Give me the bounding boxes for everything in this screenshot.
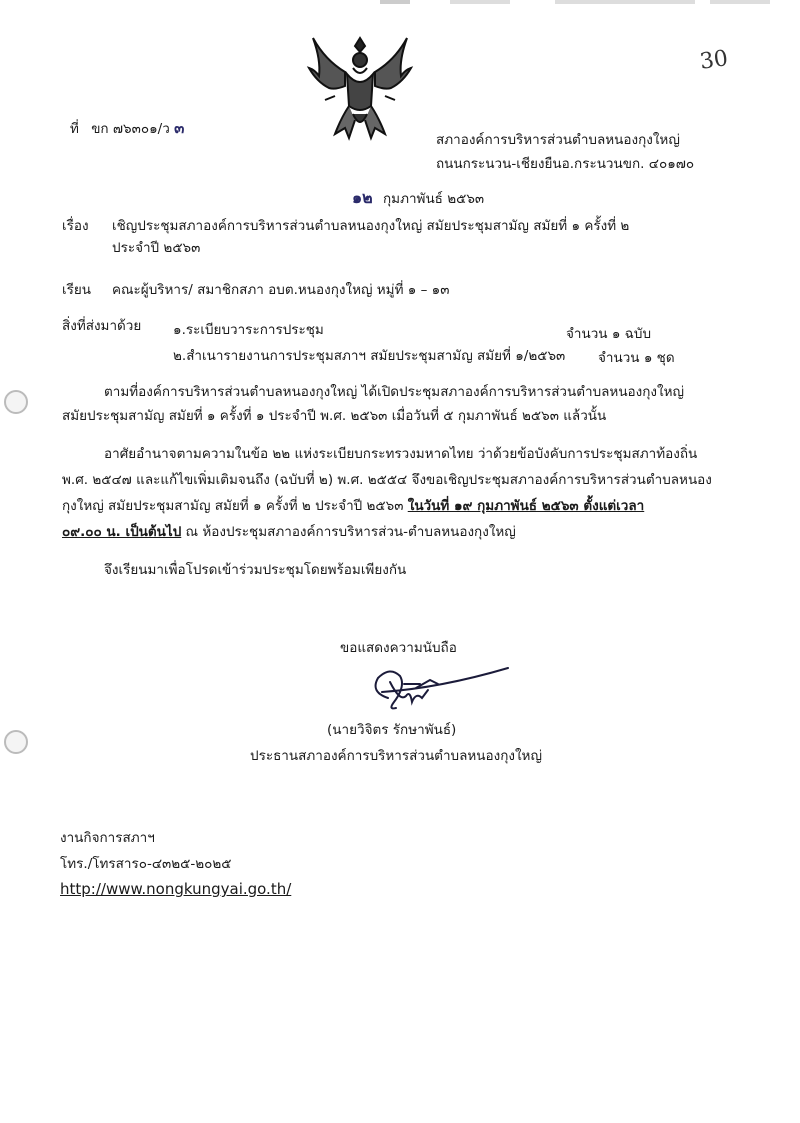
subject-label: เรื่อง bbox=[62, 218, 89, 234]
punch-hole bbox=[4, 390, 28, 414]
footer-website-link[interactable]: http://www.nongkungyai.go.th/ bbox=[60, 880, 292, 898]
enclosure-label: สิ่งที่ส่งมาด้วย bbox=[62, 318, 142, 334]
org-address: ถนนกระนวน-เชียงยืนอ.กระนวนขก. ๔๐๑๗๐ bbox=[436, 156, 695, 172]
to-recipients: คณะผู้บริหาร/ สมาชิกสภา อบต.หนองกุงใหญ่ หมู่ที่ ๑ – ๑๓ bbox=[112, 282, 450, 298]
enclosure-item-2: ๒.สำเนารายงานการประชุมสภาฯ สมัยประชุมสามัญ สมัยที่ ๑/๒๕๖๓ bbox=[173, 348, 566, 364]
paragraph-2-line-2: พ.ศ. ๒๕๔๗ และแก้ไขเพิ่มเติมจนถึง (ฉบับที่ ๒) พ.ศ. ๒๕๕๔ จึงขอเชิญประชุมสภาองค์การบริหารส่วนตำบลหนอง bbox=[62, 472, 712, 488]
meeting-location: ณ ห้องประชุมสภาองค์การบริหารส่วน-ตำบลหนองกุงใหญ่ bbox=[181, 524, 516, 540]
document-date bbox=[352, 186, 484, 211]
paragraph-3: จึงเรียนมาเพื่อโปรดเข้าร่วมประชุมโดยพร้อมเพียงกัน bbox=[104, 562, 407, 578]
meeting-time-emphasis: ๐๙.๐๐ น. เป็นต้นไป bbox=[62, 524, 182, 540]
punch-hole bbox=[4, 730, 28, 754]
ref-label: ที่ bbox=[70, 121, 79, 137]
paragraph-2-line-3-text: กุงใหญ่ สมัยประชุมสามัญ สมัยที่ ๑ ครั้งที่ ๒ ประจำปี ๒๕๖๓ bbox=[62, 498, 408, 514]
footer-phone: โทร./โทรสาร๐-๔๓๒๕-๒๐๒๕ bbox=[60, 856, 232, 872]
garuda-emblem-icon bbox=[305, 30, 415, 142]
paragraph-2-line-3 bbox=[62, 496, 644, 516]
meeting-date-emphasis: ในวันที่ ๑๙ กุมภาพันธ์ ๒๕๖๓ ตั้งแต่เวลา bbox=[407, 498, 645, 514]
paragraph-2-line-4 bbox=[62, 522, 516, 542]
org-name: สภาองค์การบริหารส่วนตำบลหนองกุงใหญ่ bbox=[436, 132, 680, 148]
enclosure-item-2-qty: จำนวน ๑ ชุด bbox=[598, 350, 675, 366]
enclosure-item-1-qty: จำนวน ๑ ฉบับ bbox=[566, 326, 652, 342]
enclosure-item-1: ๑.ระเบียบวาระการประชุม bbox=[173, 322, 324, 338]
subject-line-2: ประจำปี ๒๕๖๓ bbox=[112, 240, 201, 256]
to-label: เรียน bbox=[62, 282, 92, 298]
signer-name: (นายวิจิตร รักษาพันธ์) bbox=[327, 722, 457, 738]
scan-artifact bbox=[380, 0, 800, 8]
page-number-handwritten: 30 bbox=[698, 46, 730, 75]
closing-phrase: ขอแสดงความนับถือ bbox=[340, 640, 457, 656]
subject-line-1: เชิญประชุมสภาองค์การบริหารส่วนตำบลหนองกุงใหญ่ สมัยประชุมสามัญ สมัยที่ ๑ ครั้งที่ ๒ bbox=[112, 218, 630, 234]
date-day-handwritten: ๑๒ bbox=[352, 188, 373, 207]
paragraph-1-line-2: สมัยประชุมสามัญ สมัยที่ ๑ ครั้งที่ ๑ ประจำปี พ.ศ. ๒๕๖๓ เมื่อวันที่ ๕ กุมภาพันธ์ ๒๕๖๓ แล้วนั้น bbox=[62, 408, 607, 424]
date-month-year: กุมภาพันธ์ ๒๕๖๓ bbox=[383, 191, 485, 207]
handwritten-signature-icon bbox=[360, 662, 510, 714]
ref-handwritten: ๓ bbox=[174, 119, 185, 137]
footer-department: งานกิจการสภาฯ bbox=[60, 830, 155, 846]
paragraph-2-line-1: อาศัยอำนาจตามความในข้อ ๒๒ แห่งระเบียบกระทรวงมหาดไทย ว่าด้วยข้อบังคับการประชุมสภาท้องถิ่น bbox=[104, 446, 698, 462]
signer-title: ประธานสภาองค์การบริหารส่วนตำบลหนองกุงใหญ่ bbox=[250, 748, 542, 764]
paragraph-1-line-1: ตามที่องค์การบริหารส่วนตำบลหนองกุงใหญ่ ได้เปิดประชุมสภาองค์การบริหารส่วนตำบลหนองกุงใหญ่ bbox=[104, 384, 685, 400]
ref-number: ขก ๗๖๓๐๑/ว bbox=[91, 121, 170, 137]
reference-line bbox=[70, 116, 184, 140]
